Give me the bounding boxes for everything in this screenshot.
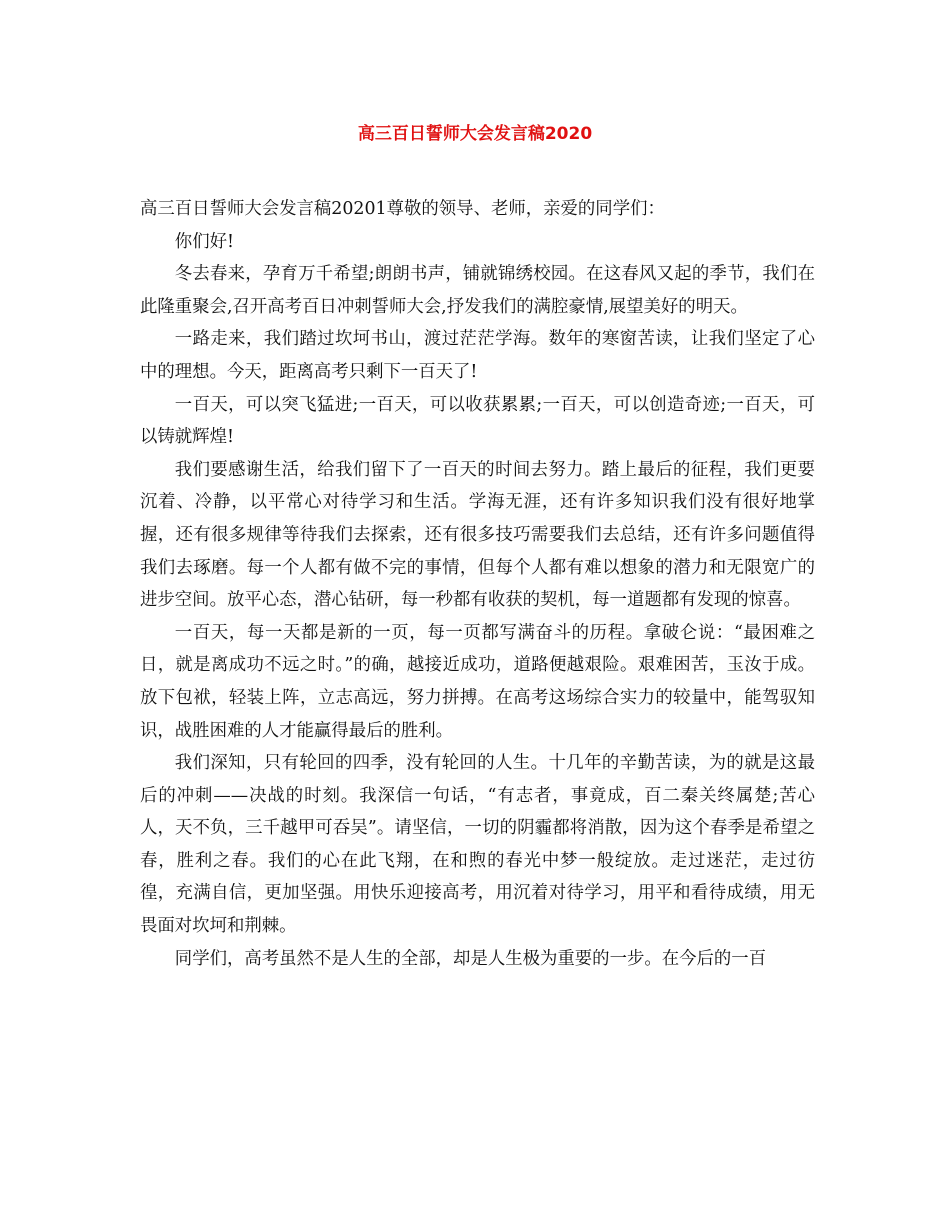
paragraph: 我们深知，只有轮回的四季，没有轮回的人生。十几年的辛勤苦读，为的就是这最后的冲刺——决战的时刻。我深信一句话，“有志者，事竟成，百二秦关终属楚;苦心人，天不负，三千越甲可吞吴”。请坚信，一切的阴霾都将消散，因为这个春季是希望之春，胜利之春。我们的心在此飞翔，在和煦的春光中梦一般绽放。走过迷茫，走过彷徨，充满自信，更加坚强。用快乐迎接高考，用沉着对待学习，用平和看待成绩，用无畏面对坎坷和荆棘。: [140, 753, 815, 937]
document-title: 高三百日誓师大会发言稿2020: [357, 124, 593, 144]
paragraph: 冬去春来，孕育万千希望;朗朗书声，铺就锦绣校园。在这春风又起的季节，我们在此隆重聚会,召开高考百日冲刺誓师大会,抒发我们的满腔豪情,展望美好的明天。: [140, 264, 815, 317]
paragraph: 一路走来，我们踏过坎坷书山，渡过茫茫学海。数年的寒窗苦读，让我们坚定了心中的理想。今天，距离高考只剩下一百天了!: [140, 329, 815, 382]
paragraph: 我们要感谢生活，给我们留下了一百天的时间去努力。踏上最后的征程，我们更要沉着、冷静，以平常心对待学习和生活。学海无涯，还有许多知识我们没有很好地掌握，还有很多规律等待我们去探索，还有很多技巧需要我们去总结，还有许多问题值得我们去琢磨。每一个人都有做不完的事情，但每个人都有难以想象的潜力和无限宽广的进步空间。放平心态，潜心钻研，每一秒都有收获的契机，每一道题都有发现的惊喜。: [140, 459, 815, 611]
document-body: [140, 193, 815, 975]
paragraph: 一百天，可以突飞猛进;一百天，可以收获累累;一百天，可以创造奇迹;一百天，可以铸就辉煌!: [140, 394, 815, 448]
paragraph: 同学们，高考虽然不是人生的全部，却是人生极为重要的一步。在今后的一百: [174, 948, 767, 969]
paragraph-salutation: 高三百日誓师大会发言稿20201尊敬的领导、老师，亲爱的同学们：: [140, 199, 665, 219]
paragraph-greeting: 你们好!: [174, 231, 234, 252]
paragraph: 一百天，每一天都是新的一页，每一页都写满奋斗的历程。拿破仑说：“最困难之日，就是离成功不远之时。”的确，越接近成功，道路便越艰险。艰难困苦，玉汝于成。放下包袱，轻装上阵，立志高远，努力拼搏。在高考这场综合实力的较量中，能驾驭知识，战胜困难的人才能赢得最后的胜利。: [140, 622, 815, 741]
